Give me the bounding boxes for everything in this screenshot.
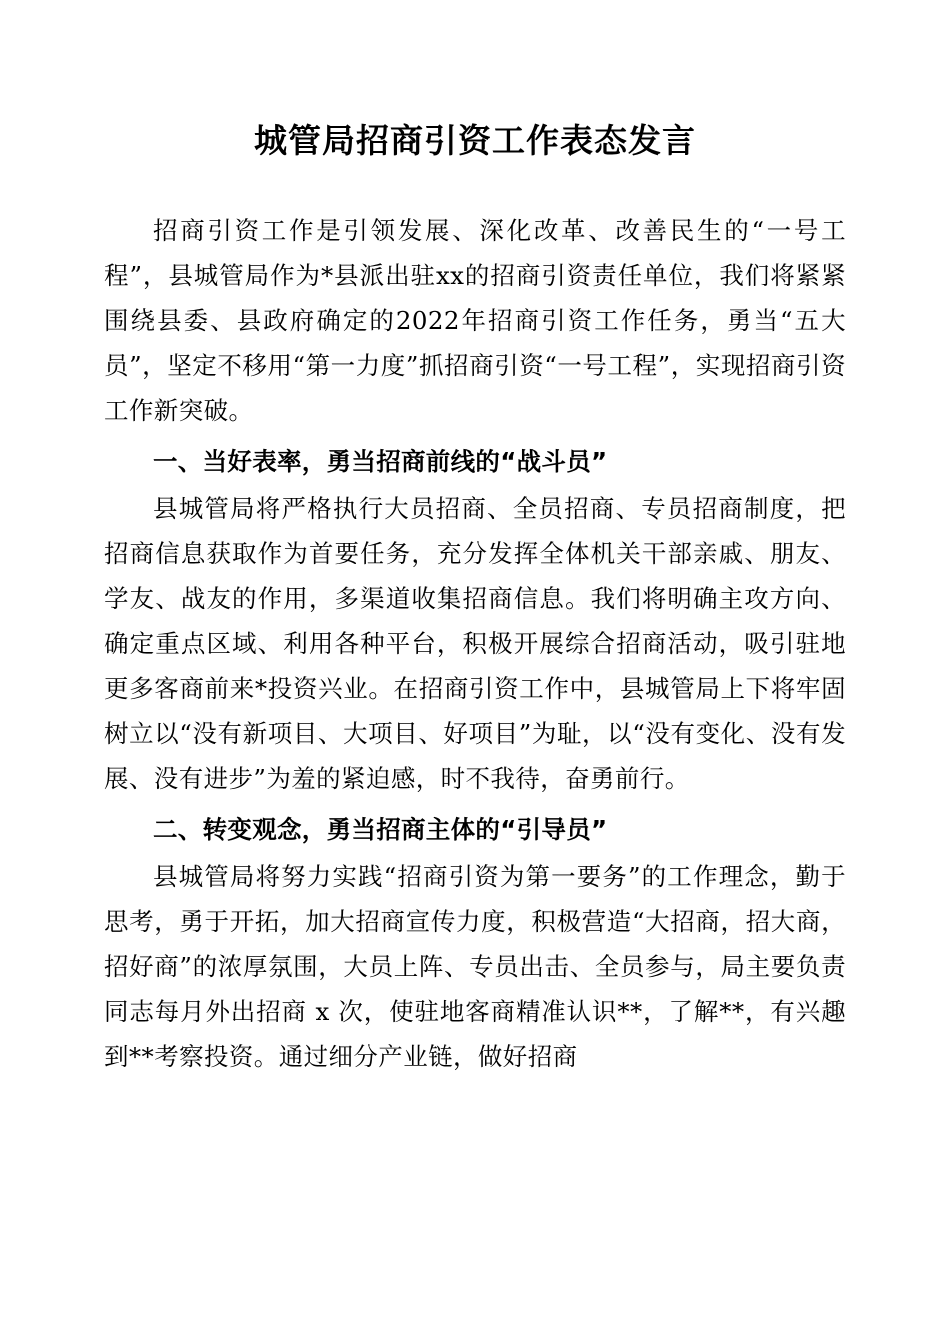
paragraph-section-one: 县城管局将严格执行大员招商、全员招商、专员招商制度，把招商信息获取作为首要任务，充分发挥全体机关干部亲戚、朋友、学友、战友的作用，多渠道收集招商信息。我们将明确主攻方向、确定重点区域、利用各种平台，积极开展综合招商活动，吸引驻地更多客商前来*投资兴业。在招商引资工作中，县城管局上下将牢固树立以“没有新项目、大项目、好项目”为耻，以“没有变化、没有发展、没有进步”为羞的紧迫感，时不我待，奋勇前行。 (104, 494, 846, 794)
paragraph-intro: 招商引资工作是引领发展、深化改革、改善民生的“一号工程”，县城管局作为*县派出驻xx的招商引资责任单位，我们将紧紧围绕县委、县政府确定的2022年招商引资工作任务，勇当“五大员”，坚定不移用“第一力度”抓招商引资“一号工程”，实现招商引资工作新突破。 (104, 216, 846, 426)
section-heading-one: 一、当好表率，勇当招商前线的“战斗员” (153, 447, 608, 477)
paragraph-section-two: 县城管局将努力实践“招商引资为第一要务”的工作理念，勤于思考，勇于开拓，加大招商宣传力度，积极营造“大招商，招大商，招好商”的浓厚氛围，大员上阵、专员出击、全员参与，局主要负责同志每月外出招商 x 次，使驻地客商精准认识**，了解**，有兴趣到**考察投资。通过细分产业链，做好招商 (104, 862, 846, 1072)
section-heading-two: 二、转变观念，勇当招商主体的“引导员” (153, 815, 608, 845)
page-title: 城管局招商引资工作表态发言 (254, 121, 696, 160)
